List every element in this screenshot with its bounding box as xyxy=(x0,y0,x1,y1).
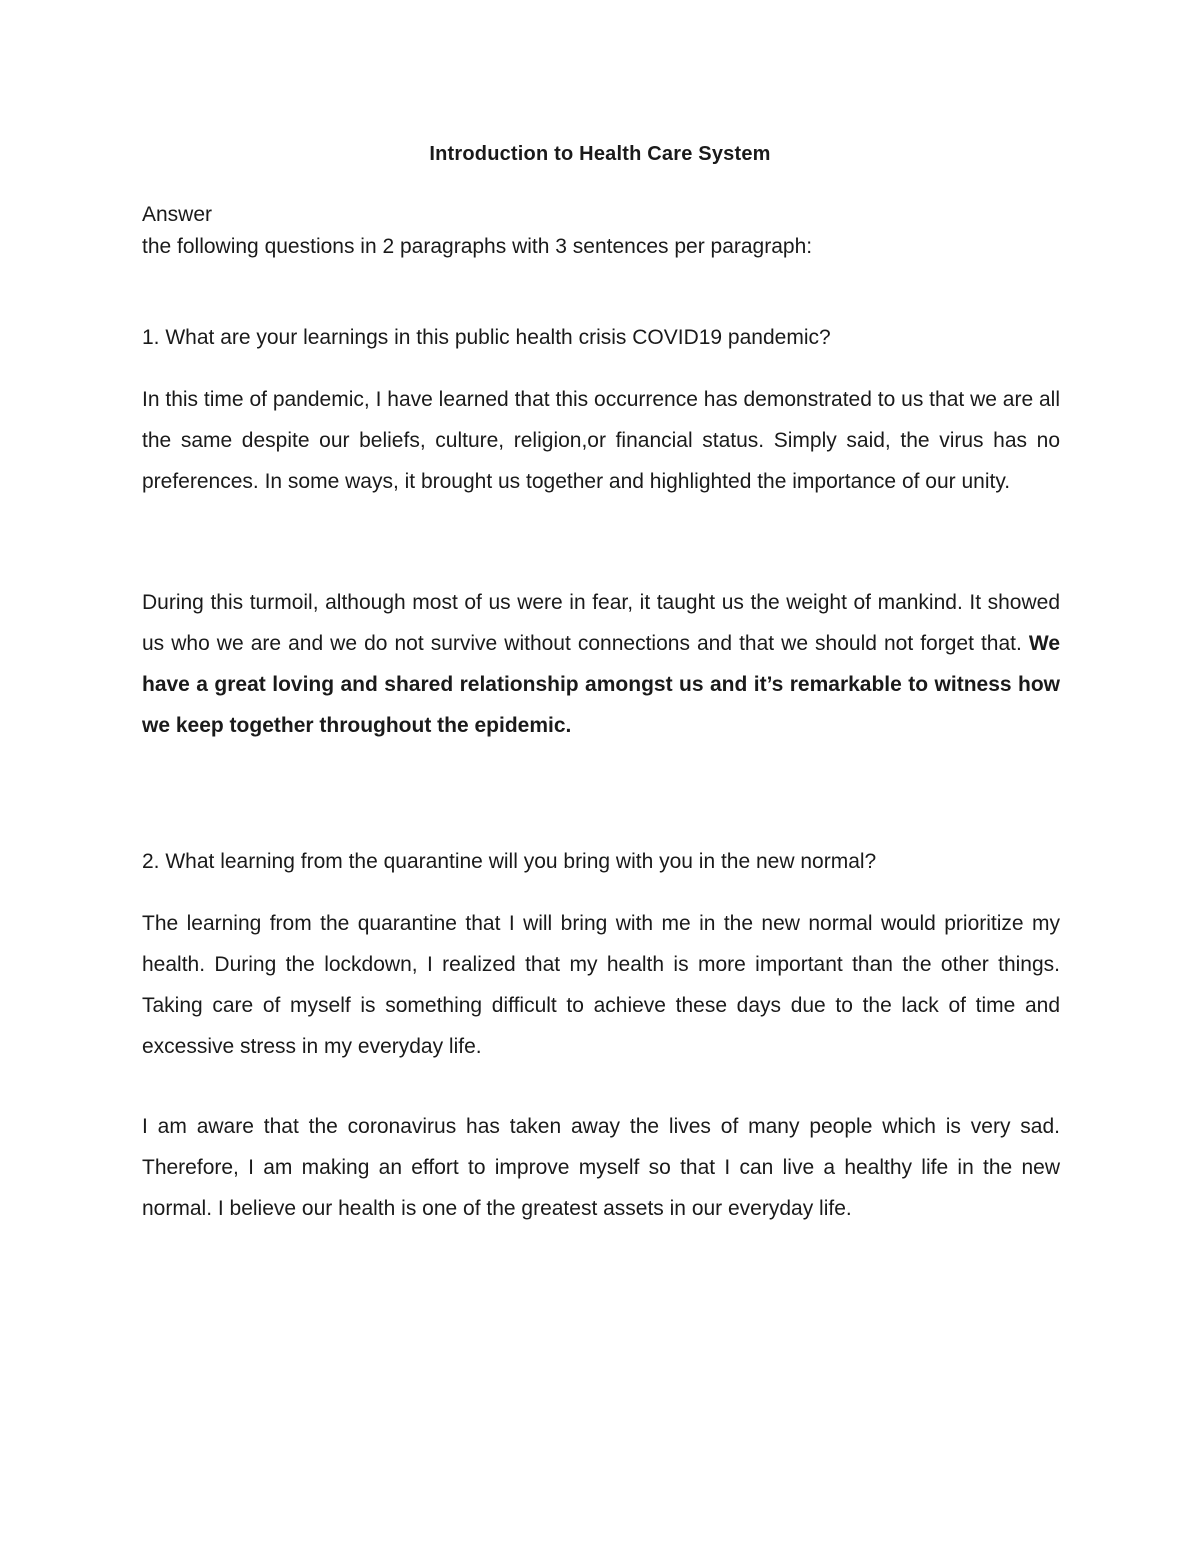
paragraph-bold-text: We have a great loving and shared relationship amongst us and it’s remarkable to witness how we keep together throughout the epidemic. xyxy=(142,632,1060,737)
question-2: 2. What learning from the quarantine will you bring with you in the new normal? xyxy=(142,850,877,873)
question-1-paragraph-1 xyxy=(142,379,1060,502)
question-1: 1. What are your learnings in this public health crisis COVID19 pandemic? xyxy=(142,326,831,349)
answer-paragraph: In this time of pandemic, I have learned that this occurrence has demonstrated to us that we are all the same despite our beliefs, culture, religion,or financial status. Simply said, the virus has no preferences. In some ways, it brought us together and highlighted the importance of our unity. xyxy=(142,388,1060,493)
paragraph-regular-text: During this turmoil, although most of us were in fear, it taught us the weight of mankind. It showed us who we are and we do not survive without connections and that we should not forget that. xyxy=(142,591,1060,655)
instructions-line-1: Answer xyxy=(142,203,213,226)
answer-paragraph: The learning from the quarantine that I will bring with me in the new normal would prioritize my health. During the lockdown, I realized that my health is more important than the other things. Taking care of myself is something difficult to achieve these days due to the lack of time and excessive stress in my everyday life. xyxy=(142,912,1060,1058)
document-title: Introduction to Health Care System xyxy=(429,143,771,165)
instructions xyxy=(142,199,1060,263)
answer-paragraph: I am aware that the coronavirus has taken away the lives of many people which is very sad. Therefore, I am making an effort to improve myself so that I can live a healthy life in the new normal. I believe our health is one of the greatest assets in our everyday life. xyxy=(142,1115,1060,1220)
answer-paragraph xyxy=(142,582,1060,746)
instructions-line-2: the following questions in 2 paragraphs with 3 sentences per paragraph: xyxy=(142,235,813,258)
question-2-paragraph-1 xyxy=(142,903,1060,1067)
question-2-paragraph-2 xyxy=(142,1106,1060,1229)
question-1-paragraph-2 xyxy=(142,582,1060,746)
